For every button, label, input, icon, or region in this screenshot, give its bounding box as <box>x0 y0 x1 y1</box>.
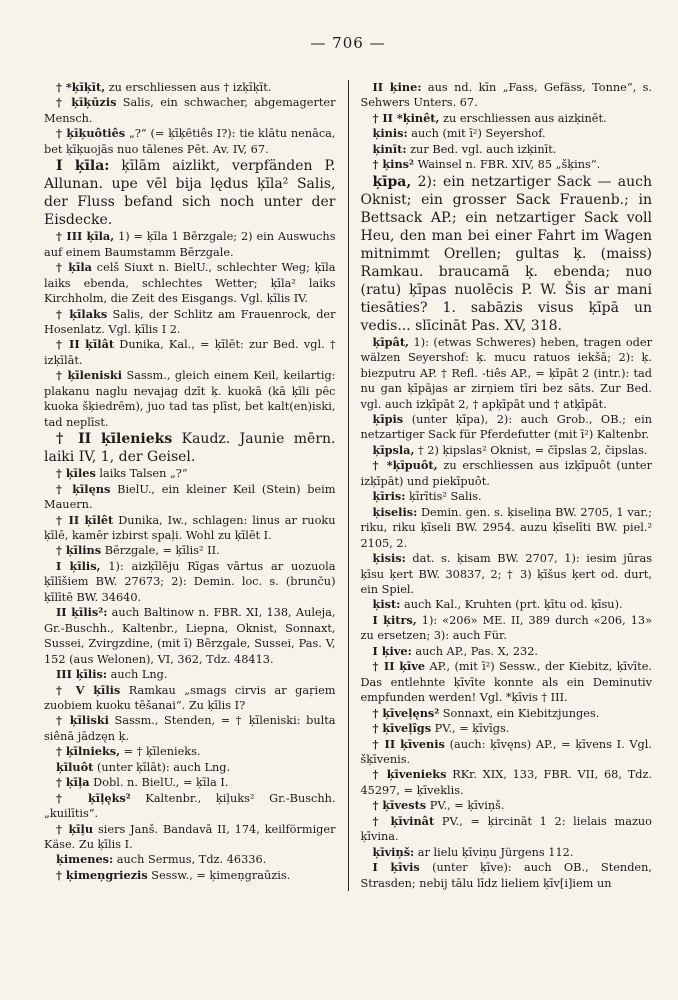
entry-headword: † ķīķūzis <box>56 95 117 110</box>
entry-text: dat. s. ķisam BW. 2707, 1): iesim jūras ķīsu ķert BW. 30837, 2; † 3) ķīšus ķert od. durt, ein Spiel. <box>360 552 652 596</box>
dictionary-entry <box>361 613 653 644</box>
dictionary-entry <box>361 721 653 736</box>
entry-text: Ramkau „smags cirvis ar gaŗiem zuobiem kuoku tēšanai“. Zu ķīlis I? <box>44 683 336 712</box>
dictionary-entry <box>361 737 653 768</box>
dictionary-entry <box>361 458 653 489</box>
entry-headword: † *ķīķīt, <box>56 80 106 94</box>
entry-text: Sassm., gleich einem Keil, keilartig: plakanu naglu nevajag dzīt ķ. kuokā (kā ķīli pēc kuoka šķiedrēm), juo tad tas plīst, bet kalt(en)iski, tad neplīst. <box>44 369 336 429</box>
dictionary-entry <box>361 335 653 412</box>
dictionary-entry <box>361 443 653 458</box>
entry-headword: † ķīlins <box>56 543 102 558</box>
entry-headword: † ķīķuôtiês <box>56 126 126 141</box>
entry-headword: I ķitrs, <box>372 612 417 627</box>
entry-text: Wainsel n. FBR. XIV, 85 „šķins“. <box>413 158 601 172</box>
entry-headword: † ķīļu <box>56 821 94 836</box>
entry-headword: † ķīla <box>56 260 92 275</box>
entry-text: Kaudz. Jaunie mērn. laiki IV, 1, der Geisel. <box>44 431 336 466</box>
entry-headword: I ķīvis <box>372 860 420 875</box>
dictionary-entry <box>361 111 653 126</box>
entry-text: Demin. gen. s. ķiseliņa BW. 2705, 1 var.; riku, riku ķīseli BW. 2954. auzu ķīselīti BW. piel.² 2105, 2. <box>360 505 652 550</box>
entry-text: auch Kal., Kruhten (prt. ķītu od. ķīsu). <box>400 598 623 612</box>
entry-text: 1): (etwas Schweres) heben, tragen oder wälzen Seyershof: ķ. mucu ratuos iekšā; 2): ķ. biezputru AP. † Refl. -tiês AP., = ķīpāt 2 (intr.): tad nu gan ķīpājas ar zirņiem tīri bez sāts. Zur Bed. vgl. auch izķīpāt 2, † apķīpāt und † atķīpāt. <box>360 335 652 411</box>
dictionary-entry <box>44 713 336 744</box>
entry-text: auch Lng. <box>107 668 168 682</box>
entry-text: Dobl. n. BielU., = ķīla I. <box>89 776 229 790</box>
dictionary-entry <box>44 95 336 126</box>
entry-text: 1): «206» ME. II, 389 durch «206, 13» zu ersetzen; 3): auch Für. <box>360 613 652 643</box>
dictionary-entry <box>44 791 336 822</box>
entry-text: (unter ķīlāt): auch Lng. <box>93 760 231 774</box>
entry-headword: III ķīlis: <box>56 667 108 682</box>
dictionary-entry <box>361 173 653 335</box>
entry-headword: † ķimeņgriezis <box>56 867 148 882</box>
entry-text: ķīlām aizlikt, verpfänden P. Allunan. upe vēl bija lędus ķīla² Salis, der Fluss befand sich noch unter der Eisdecke. <box>44 158 336 229</box>
entry-headword: † ķīlnieks, <box>56 744 121 759</box>
entry-headword: † ķīļęks² <box>56 790 131 805</box>
entry-text: celš Siuxt n. BielU., schlechter Weg; ķīla laiks ebenda, schlechtes Wetter; ķīla² laiks Kirchholm, die Zeit des Eisgangs. Vgl. ķīlis IV. <box>44 261 336 306</box>
entry-headword: I ķive: <box>372 643 412 658</box>
entry-text: Salis, der Schlitz am Frauenrock, der Hosenlatz. Vgl. ķīlis I 2. <box>44 307 336 336</box>
entry-headword: † II *ķinêt, <box>372 110 440 125</box>
right-column <box>348 80 653 891</box>
dictionary-entry <box>361 860 653 891</box>
entry-headword: ķīpis <box>372 411 404 426</box>
dictionary-entry <box>361 489 653 504</box>
entry-headword: † ķīlaks <box>56 306 108 321</box>
columns <box>44 80 652 891</box>
entry-text: Sessw., = ķimeņgraūzis. <box>147 868 291 882</box>
entry-headword: † ķīveļîgs <box>372 721 432 736</box>
dictionary-entry <box>361 142 653 157</box>
entry-text: PV., = ķircināt 1 2: lielais mazuo ķīvina. <box>360 814 652 844</box>
left-column <box>44 80 348 891</box>
entry-text: auch (mit ī²) Seyershof. <box>407 127 546 141</box>
entry-headword: ķisis: <box>372 551 406 566</box>
entry-headword: † *ķīpuôt, <box>372 458 438 473</box>
entry-headword: † ķīvenieks <box>372 767 447 782</box>
entry-text: (unter ķīpa), 2): auch Grob., OB.; ein netzartiger Sack für Pferdefutter (mit ī²) Kaltenbr. <box>360 412 652 442</box>
entry-headword: ķinīt: <box>372 141 407 156</box>
dictionary-entry <box>361 80 653 111</box>
entry-text: † 2) ķipslas² Oknist, = čīpslas 2, čipslas. <box>414 443 648 457</box>
entry-headword: ķīluôt <box>56 759 94 774</box>
dictionary-entry <box>44 744 336 759</box>
entry-headword: † ķīlęns <box>56 481 111 496</box>
entry-headword: † V ķīlis <box>56 682 121 697</box>
entry-headword: † II ķīlêt <box>56 512 114 527</box>
dictionary-entry <box>361 845 653 860</box>
entry-headword: † ķīleniski <box>56 368 123 383</box>
dictionary-entry <box>361 659 653 705</box>
dictionary-entry <box>44 430 336 466</box>
dictionary-entry <box>44 868 336 883</box>
entry-text: = † ķīlenieks. <box>120 745 201 759</box>
entry-headword: ķiselis: <box>372 504 418 519</box>
page-number: — 706 — <box>310 34 386 52</box>
dictionary-entry <box>44 559 336 605</box>
entry-headword: ķimenes: <box>56 852 114 867</box>
dictionary-entry <box>361 767 653 798</box>
entry-text: PV., = ķīviņš. <box>426 799 505 813</box>
entry-text: 2): ein netzartiger Sack — auch Oknist; ein grosser Sack Frauenb.; in Bettsack AP.; ein netzartiger Sack voll Heu, den man bei einer Fahrt im Wagen mitnimmt Orellen; gultas ķ. (maiss) Ramkau. braucamā ķ. ebenda; nuo (ratu) ķīpas nuolēcis P. W. Šis ar mani tiesāties? 1. sabāzis visus ķīpā un vedis... slīcināt Pas. XV, 318. <box>360 173 652 334</box>
dictionary-entry <box>44 760 336 775</box>
dictionary-entry <box>44 80 336 95</box>
dictionary-entry <box>361 551 653 597</box>
entry-text: (unter ķīve): auch OB., Stenden, Strasden; nebij tālu līdz lieliem ķīv[i]iem un <box>360 861 652 890</box>
dictionary-entry <box>44 822 336 853</box>
entry-headword: † II ķīvenis <box>372 736 445 751</box>
dictionary-entry <box>44 605 336 667</box>
dictionary-entry <box>361 798 653 813</box>
entry-headword: † ķīliski <box>56 713 109 728</box>
entry-headword: ķīviņš: <box>372 844 415 859</box>
entry-text: auch Sermus, Tdz. 46336. <box>113 853 267 867</box>
entry-text: Salis, ein schwacher, abgemagerter Mensch. <box>44 96 336 125</box>
entry-headword: II ķine: <box>372 80 422 94</box>
entry-headword: ķīpa, <box>372 173 412 190</box>
entry-text: zur Bed. vgl. auch izķinīt. <box>406 142 557 156</box>
entry-text: auch Baltinow n. FBR. XI, 138, Auleja, Gr.-Buschh., Kaltenbr., Liepna, Oknist, Sonnaxt, Sussei, Zvirgzdine, (mit ī) Bērzgale, Sussei, Pas. V, 152 (aus Welonen), VI, 362, Tdz. 48413. <box>44 606 336 666</box>
dictionary-entry <box>44 852 336 867</box>
entry-headword: ķinis: <box>372 126 408 141</box>
entry-text: aus nd. kīn „Fass, Gefäss, Tonne“, s. Sehwers Unters. 67. <box>360 81 652 110</box>
entry-text: siers Janš. Bandavā II, 174, keilförmiger Käse. Zu ķīlis I. <box>44 822 336 852</box>
entry-text: Dunika, Iw., schlagen: linus ar ruoku ķīlē, kamēr izbirst spaļi. Wohl zu ķīlēt I. <box>44 513 336 542</box>
dictionary-entry <box>44 667 336 682</box>
entry-headword: I ķīla: <box>56 158 110 175</box>
entry-headword: † II ķīlât <box>56 337 115 352</box>
entry-text: Sassm., Stenden, = † ķīleniski: bulta siênā jādzęn ķ. <box>44 714 336 743</box>
entry-text: AP., (mit ī²) Sessw., der Kiebitz, ķīvīte. Das entlehnte ķīvīte konnte als ein Deminutiv empfunden werden! Vgl. *ķīvis † III. <box>360 660 652 705</box>
entry-headword: ķīpsla, <box>372 442 415 457</box>
entry-headword: † ķīles <box>56 466 96 481</box>
dictionary-entry <box>361 505 653 551</box>
dictionary-entry <box>44 368 336 430</box>
entry-headword: † ķīļa <box>56 775 90 790</box>
entry-text: Sonnaxt, ein Kiebitzjunges. <box>439 706 600 720</box>
dictionary-entry <box>361 644 653 659</box>
dictionary-entry <box>44 775 336 790</box>
entry-text: zu erschliessen aus izķīpuôt (unter izķīpāt) und piekīpuôt. <box>360 459 652 488</box>
entry-text: BielU., ein kleiner Keil (Stein) beim Mauern. <box>44 482 336 512</box>
dictionary-entry <box>44 126 336 157</box>
entry-text: Dunika, Kal., = ķīlēt: zur Bed. vgl. † izķīlāt. <box>44 338 336 367</box>
dictionary-entry <box>44 683 336 714</box>
entry-text: Kaltenbr., ķiļuks² Gr.-Buschh. „kuilītis“. <box>44 791 336 821</box>
entry-text: zu erschliessen aus † izķīķīt. <box>105 81 272 94</box>
entry-headword: † II ķīve <box>372 659 426 674</box>
dictionary-entry <box>361 706 653 721</box>
dictionary-entry <box>361 157 653 172</box>
entry-text: ar lielu ķīviņu Jürgens 112. <box>414 845 574 859</box>
entry-headword: † ķīveļęns² <box>372 705 440 720</box>
dictionary-entry <box>361 814 653 845</box>
entry-headword: II ķīlis²: <box>56 605 108 620</box>
entry-text: zu erschliessen aus aizķinēt. <box>439 111 607 125</box>
entry-text: RKr. XIX, 133, FBR. VII, 68, Tdz. 45297, = ķīveklis. <box>360 768 653 797</box>
entry-headword: † ķins² <box>372 157 414 172</box>
entry-headword: † II ķīlenieks <box>56 431 173 448</box>
entry-text: 1) = ķīla 1 Bērzgale; 2) ein Auswuchs auf einem Baumstamm Bērzgale. <box>44 230 336 259</box>
dictionary-entry <box>44 229 336 260</box>
entry-headword: ķīpât, <box>372 334 409 349</box>
entry-text: ķīrītis² Salis. <box>405 490 482 504</box>
dictionary-entry <box>361 412 653 443</box>
entry-headword: † ķīvests <box>372 798 427 813</box>
entry-text: PV., = ķīvīgs. <box>431 722 510 736</box>
entry-text: (auch: ķīvęns) AP., = ķīvens I. Vgl. šķīvenis. <box>360 737 652 766</box>
dictionary-entry <box>361 126 653 141</box>
entry-headword: ķīris: <box>372 489 406 504</box>
entry-headword: † ķīvinât <box>372 813 435 828</box>
dictionary-entry <box>44 260 336 306</box>
entry-headword: I ķīlis, <box>56 558 101 573</box>
dictionary-entry <box>44 543 336 558</box>
entry-text: 1): aizķīlēju Rīgas vārtus ar uozuola ķīlīšiem BW. 27673; 2): Demin. loc. s. (brunču) ķīlītē BW. 34640. <box>44 559 336 604</box>
entry-text: auch AP., Pas. X, 232. <box>411 644 538 658</box>
entry-headword: ķist: <box>372 597 401 612</box>
entry-text: Bērzgale, = ķīlis² II. <box>101 544 220 558</box>
dictionary-entry <box>44 307 336 338</box>
entry-text: „?“ (= ķīķētiês I?): tie klātu nenāca, bet ķīķuojās nuo tālenes Pēt. Av. IV, 67. <box>44 127 336 156</box>
entry-text: laiks Talsen „?“ <box>95 467 188 481</box>
dictionary-entry <box>44 482 336 513</box>
entry-headword: † III ķīla, <box>56 229 115 244</box>
dictionary-entry <box>44 513 336 544</box>
dictionary-entry <box>44 337 336 368</box>
dictionary-entry <box>44 466 336 481</box>
dictionary-entry <box>361 597 653 612</box>
dictionary-entry <box>44 157 336 229</box>
